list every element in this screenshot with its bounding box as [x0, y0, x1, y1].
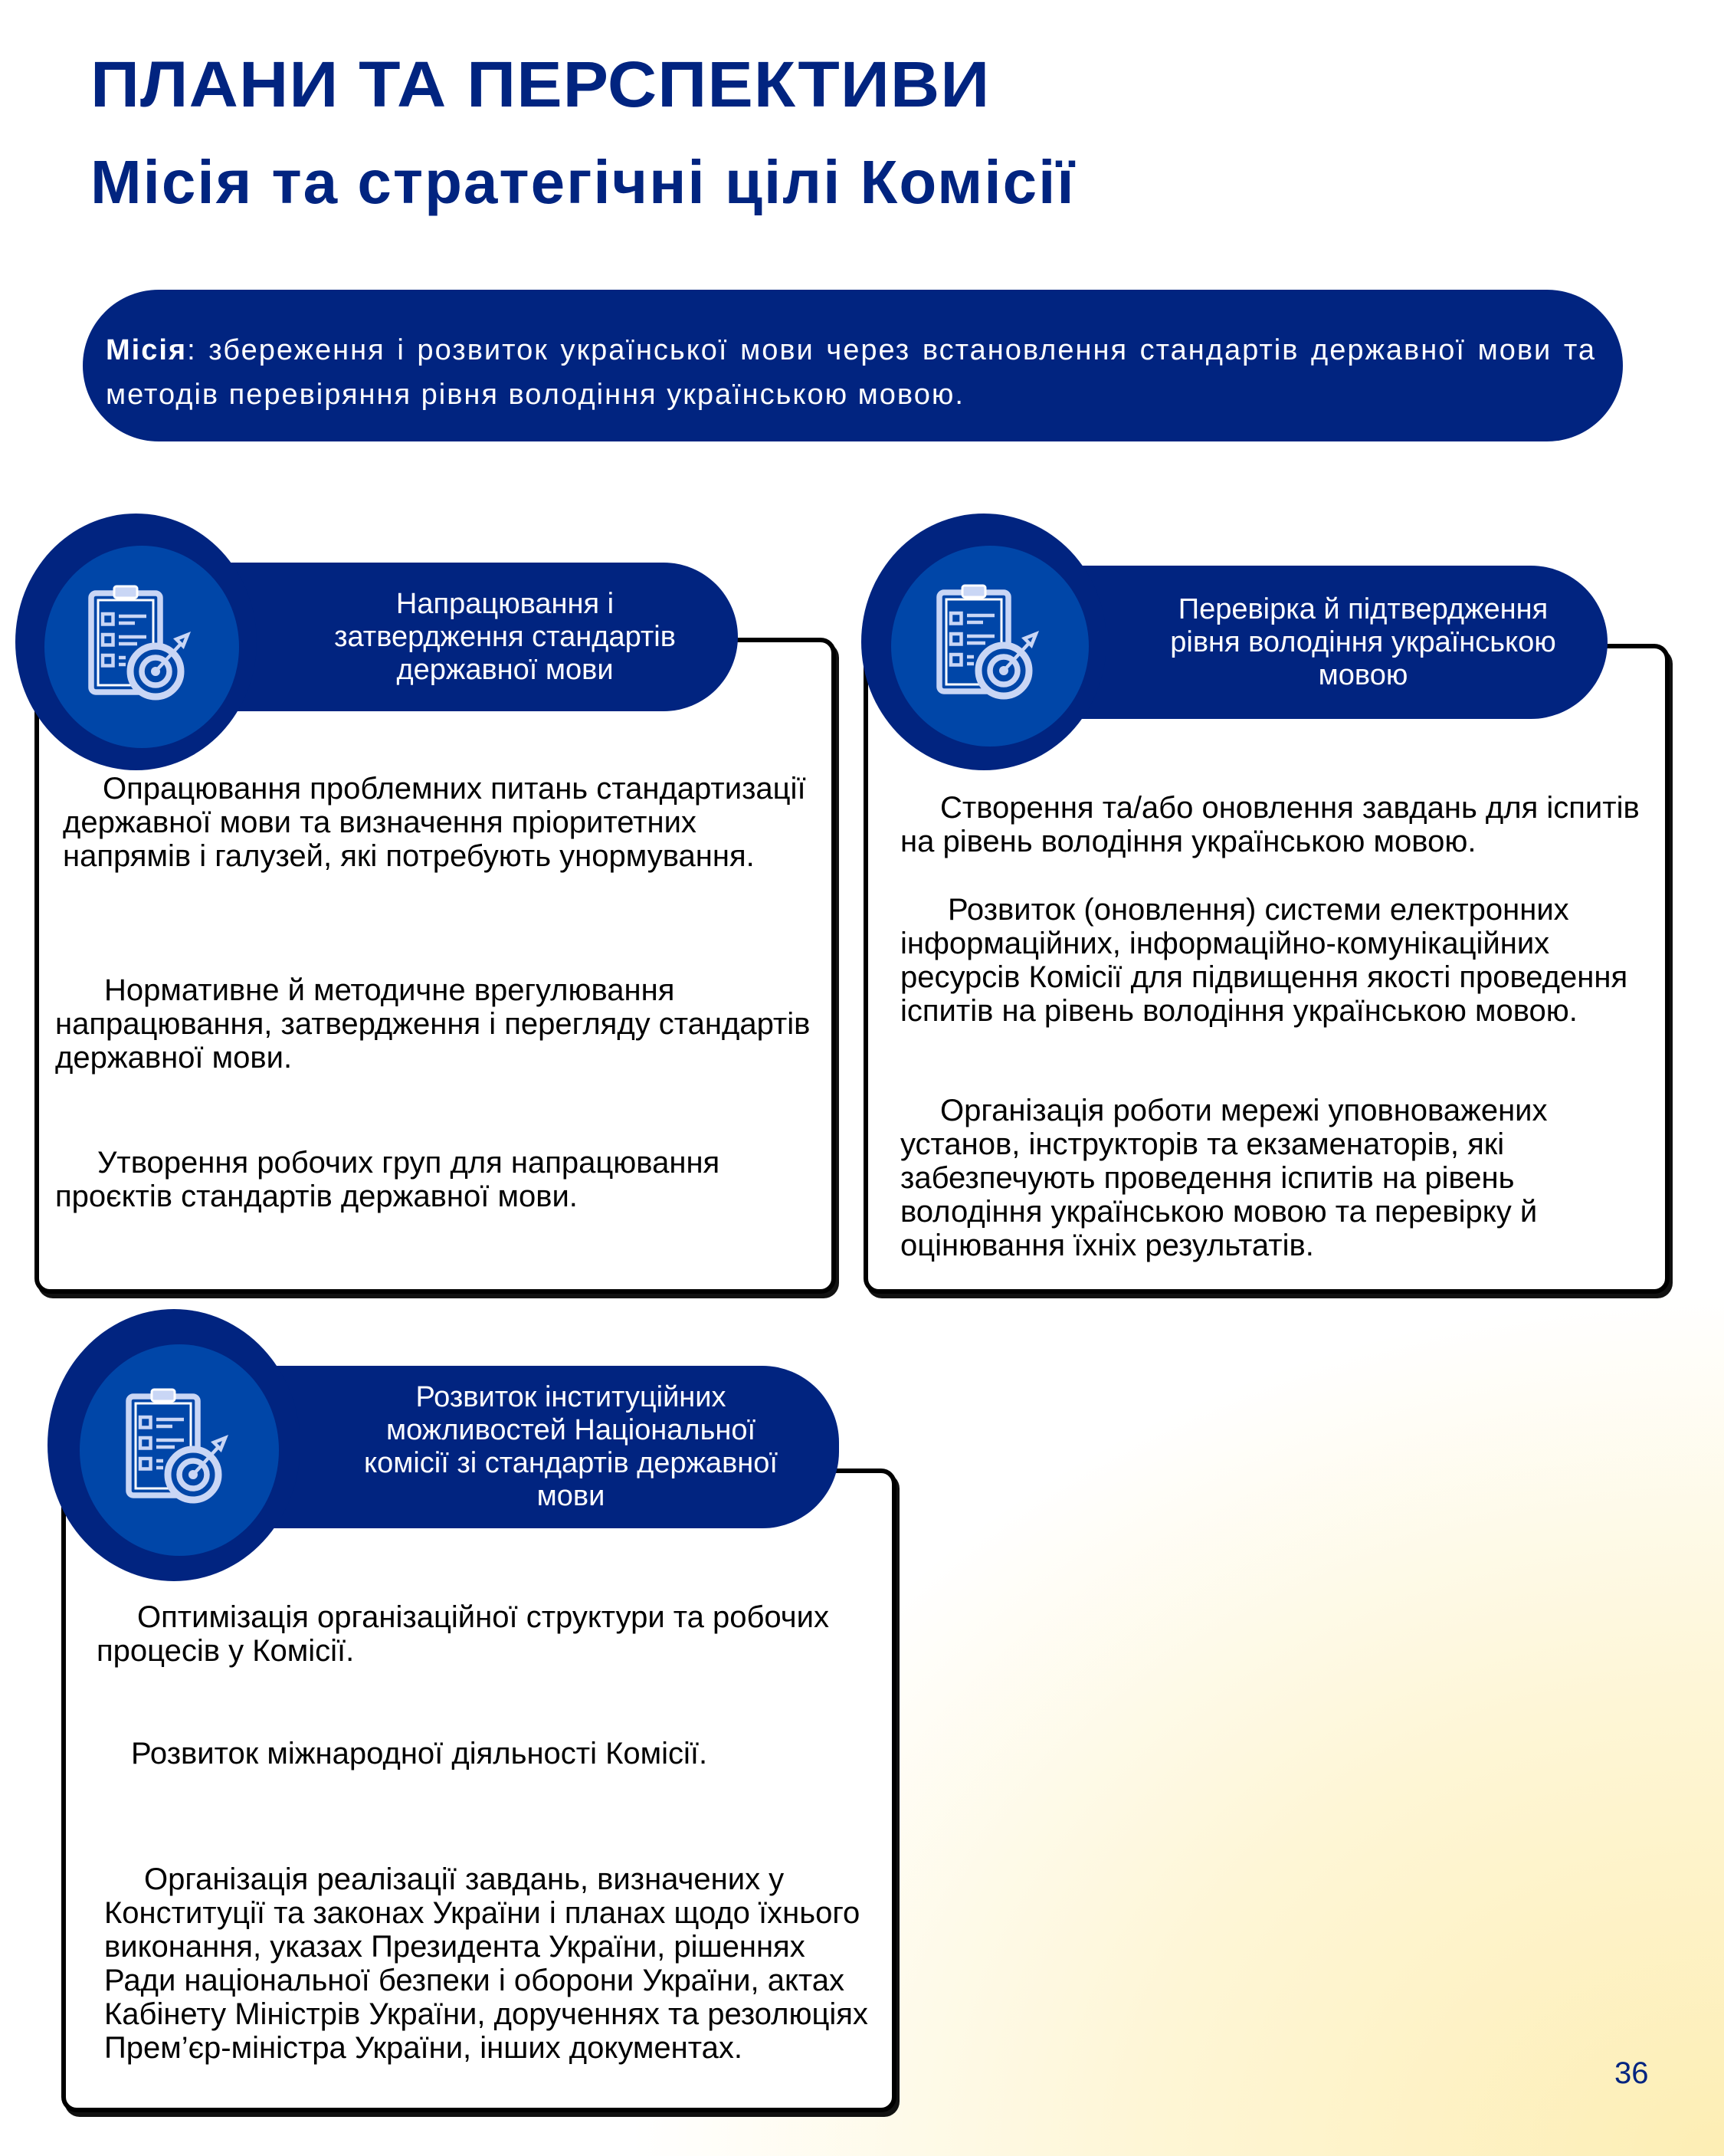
icon-circle-inner — [80, 1344, 279, 1556]
goal-item: Оптимізація організаційної структури та робочих процесів у Комісії. — [97, 1600, 829, 1668]
goal-item: Створення та/або оновлення завдань для іспитів на рівень володіння українською мовою. — [900, 791, 1640, 858]
icon-circle-inner — [44, 546, 239, 748]
goal-title: Розвиток інституційних можливостей Національної комісії зі стандартів державної мови — [364, 1381, 778, 1512]
goal-item: Організація роботи мережі уповноважених установ, інструкторів та екзаменаторів, які забезпечують проведення іспитів на рівень володіння українською мовою та перевірку й оцінювання їхніх результатів. — [900, 1094, 1548, 1262]
goal-title: Перевірка й підтвердження рівня володіння українською мовою — [1170, 592, 1556, 691]
clipboard-target-icon — [932, 583, 1047, 710]
goal-item: Опрацювання проблемних питань стандартизації державної мови та визначення пріоритетних напрямів і галузей, які потребують унормування. — [63, 772, 806, 873]
mission-label: Місія — [106, 334, 188, 366]
page-number: 36 — [1614, 2056, 1649, 2090]
mission-text: : збереження і розвиток української мови через встановлення стандартів державної мови та методів перевіряння рівня володіння українською мовою. — [106, 334, 1596, 411]
goal-item: Розвиток (оновлення) системи електронних інформаційних, інформаційно-комунікаційних ресурсів Комісії для підвищення якості проведення іспитів на рівень володіння українською мовою. — [900, 893, 1628, 1028]
clipboard-target-icon — [122, 1387, 237, 1514]
icon-circle-inner — [891, 546, 1089, 747]
goal-title: Напрацювання і затвердження стандартів державної мови — [334, 587, 676, 686]
goal-item: Нормативне й методичне врегулювання напрацювання, затвердження і перегляду стандартів державної мови. — [55, 973, 811, 1075]
page-subheading: Місія та стратегічні цілі Комісії — [90, 148, 1076, 216]
goal-item: Організація реалізації завдань, визначених у Конституції та законах України і планах щодо їхнього виконання, указах Президента України, рішеннях Ради національної безпеки і оборони України, актах Кабінету Міністрів України, дорученнях та резолюціях Прем’єр-міністра України, інших документах. — [104, 1862, 868, 2065]
page-heading: ПЛАНИ ТА ПЕРСПЕКТИВИ — [90, 48, 991, 120]
clipboard-target-icon — [84, 584, 199, 710]
goal-item: Утворення робочих груп для напрацювання проєктів стандартів державної мови. — [55, 1146, 720, 1213]
mission-banner — [83, 290, 1623, 441]
goal-item: Розвиток міжнародної діяльності Комісії. — [131, 1737, 708, 1770]
